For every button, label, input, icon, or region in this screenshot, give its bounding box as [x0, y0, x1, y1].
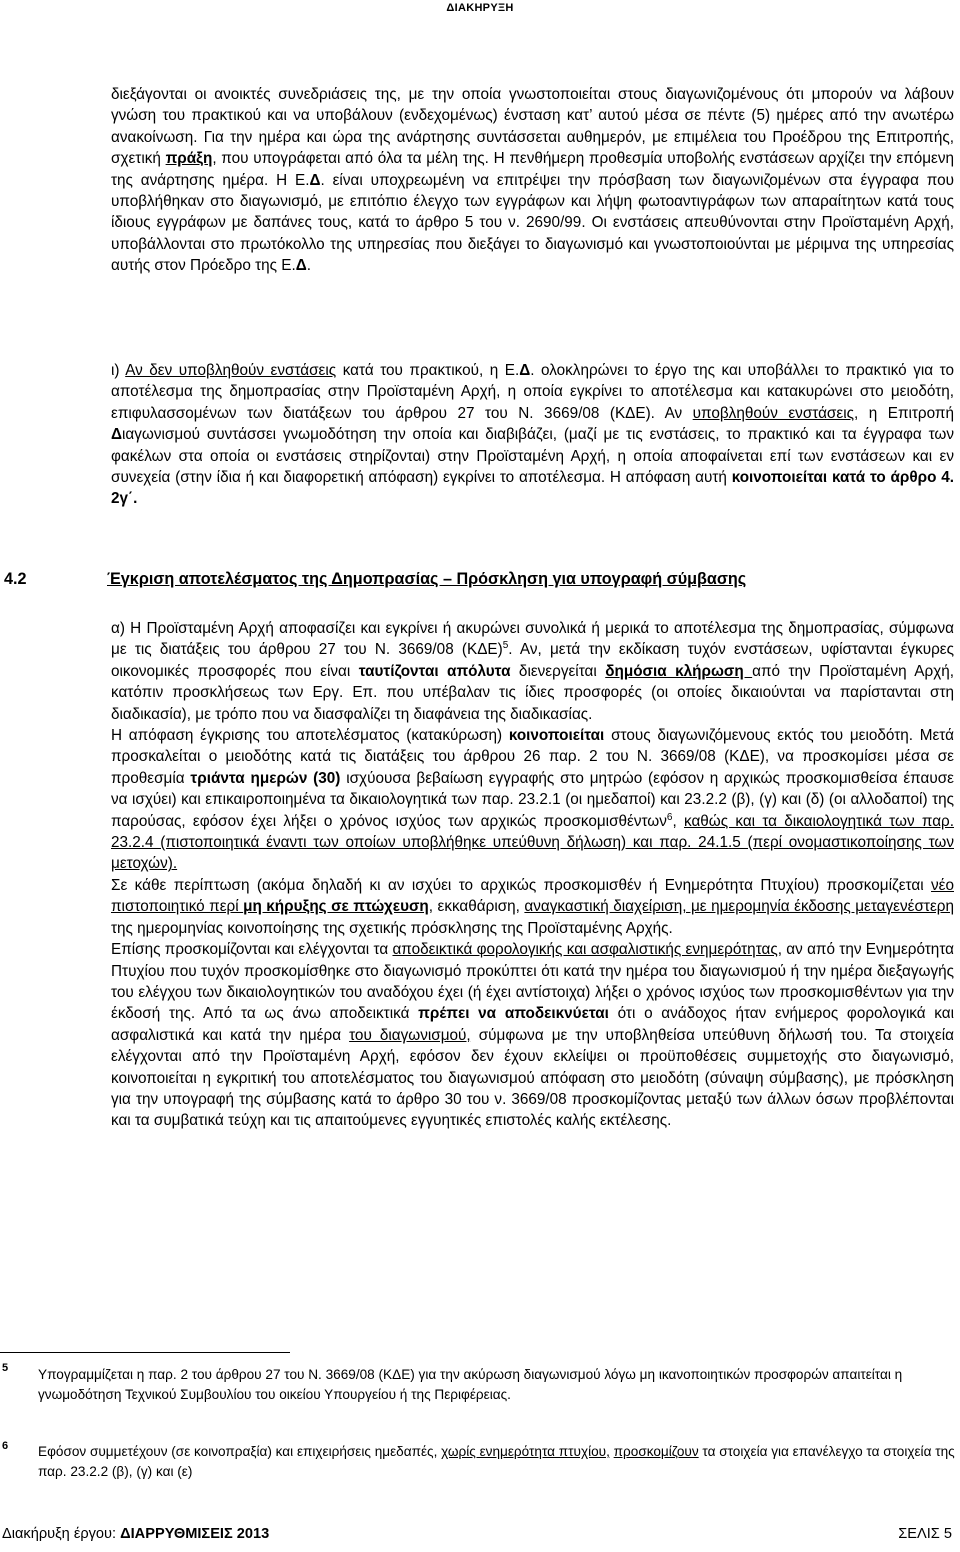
paragraph-no-objections: ι) Αν δεν υποβληθούν ενστάσεις κατά του πρακτικού, η Ε.Δ. ολοκληρώνει το έργο της και υποβάλλει το πρακτικό για το αποτέλεσμα της δημοπρασίας στην Προϊσταμένη Αρχή, η οποία εγκρίνει το αποτέλεσμα και κατακυρώνει στο μειοδότη, επιφυλασσομένων των διατάξεων του άρθρου 27 του Ν. 3669/08 (ΚΔΕ). Αν υποβληθούν ενστάσεις, η Επιτροπή Διαγωνισμού συντάσσει γνωμοδότηση την οποία και διαβιβάζει, (μαζί με τις ενστάσεις, το πρακτικό και τα έγγραφα των φακέλων στα οποία οι ενστάσεις στηρίζονται) στην Προϊσταμένη Αρχή, η οποία αποφαίνεται επί των ενστάσεων και εν συνεχεία (στην ίδια ή και διαφορετική απόφαση) εγκρίνει το αποτέλεσμα. Η απόφαση αυτή κοινοποιείται κατά το άρθρο 4. 2γ΄.: [111, 362, 954, 508]
section-number: 4.2: [4, 570, 27, 588]
paragraph-award-approval: [111, 618, 954, 1132]
subparagraph-bankruptcy-certificate: Σε κάθε περίπτωση (ακόμα δηλαδή κι αν ισχύει το αρχικώς προσκομισθέν ή Ενημερότητα Πτυχίου) προσκομίζεται νέο πιστοποιητικό περί μη κήρυξης σε πτώχευση, εκκαθάριση, αναγκαστική διαχείριση, με ημερομηνία έκδοσης μεταγενέστερη της ημερομηνίας κοινοποίησης της σχετικής πρόσκλησης της Προϊσταμένης Αρχής.: [111, 876, 954, 937]
footnote-5: Υπογραμμίζεται η παρ. 2 του άρθρου 27 του Ν. 3669/08 (ΚΔΕ) για την ακύρωση διαγωνισμού λόγω μη ικανοποιητικών προσφορών απαιτείται η γνωμοδότηση Τεχνικού Συμβουλίου του οικείου Υπουργείου ή της Περιφέρειας.: [38, 1367, 903, 1402]
document-header: ΔΙΑΚΗΡΥΞΗ: [446, 2, 514, 14]
footnote-separator: [0, 1352, 290, 1353]
footer-project: Διακήρυξη έργου: ΔΙΑΡΡΥΘΜΙΣΕΙΣ 2013: [2, 1526, 270, 1542]
section-heading: [0, 568, 960, 592]
page-number: ΣΕΛΙΣ 5: [898, 1526, 952, 1542]
subparagraph-notification: Η απόφαση έγκρισης του αποτελέσματος (κατακύρωση) κοινοποιείται στους διαγωνιζόμενους εκτός του μειοδότη. Μετά προσκαλείται ο μειοδότης κατά τις διατάξεις του άρθρου 26 παρ. 2 του Ν. 3669/08 (ΚΔΕ), να προσκομίσει μέσα σε προθεσμία τριάντα ημερών (30) ισχύουσα βεβαίωση εγγραφής στο μητρώο (εφόσον η αρχικώς προσκομισθείσα έπαυσε να ισχύει) και επικαιροποιημένα τα δικαιολογητικά των παρ. 23.2.1 (οι ημεδαποί) και 23.2.2 (β), (γ) και (δ) (οι αλλοδαποί) της παρούσας, εφόσον έχει λήξει ο χρόνος ισχύος των αρχικώς προσκομισθέντων$^6$, καθώς και τα δικαιολογητικά των παρ. 23.2.4 (πιστοποιητικά έναντι των οποίων υποβλήθηκε υπεύθυνη δήλωση) και παρ. 24.1.5 (περί ονομαστικοποίησης των μετοχών).: [111, 727, 954, 873]
section-title: Έγκριση αποτελέσματος της Δημοπρασίας – Πρόσκληση για υπογραφή σύμβασης: [107, 570, 747, 588]
paragraph-objections-procedure: διεξάγονται οι ανοικτές συνεδριάσεις της, με την οποία γνωστοποιείται στους διαγωνιζομένους ότι μπορούν να λάβουν γνώση του πρακτικού και να υποβάλουν (ενδεχομένως) ένσταση κατ’ αυτού μέσα σε πέντε (5) ημέρες από την ανωτέρω ανακοίνωση. Για την ημέρα και ώρα της ανάρτησης συντάσσεται αυθημερόν, με επιμέλεια του Προέδρου της Επιτροπής, σχετική πράξη, που υπογράφεται από όλα τα μέλη της. Η πενθήμερη προθεσμία υποβολής ενστάσεων αρχίζει την επόμενη της ανάρτησης ημέρα. Η Ε.Δ. είναι υποχρεωμένη να επιτρέψει την πρόσβαση των διαγωνιζομένων στα έγγραφα που υποβλήθηκαν στο διαγωνισμό, με επιτόπιο έλεγχο των εγγράφων και λήψη φωτοαντιγράφων των απαραίτητων κατά τους ίδιους εγγράφων με δαπάνες τους, κατά το άρθρο 5 του ν. 2690/99. Οι ενστάσεις απευθύνονται στην Προϊσταμένη Αρχή, υποβάλλονται στο πρωτόκολλο της υπηρεσίας που διεξάγει το διαγωνισμό και γνωστοποιούνται με μέριμνα της υπηρεσίας αυτής στον Πρόεδρο της Ε.Δ.: [111, 86, 954, 275]
footnote-ref-5[interactable]: 5: [502, 640, 509, 652]
subparagraph-tax-insurance: Επίσης προσκομίζονται και ελέγχονται τα αποδεικτικά φορολογικής και ασφαλιστικής ενημερότητας, αν από την Ενημερότητα Πτυχίου που τυχόν προσκομίσθηκε στο διαγωνισμό προκύπτει ότι κατά την ημέρα του διαγωνισμού ή την ημέρα διεξαγωγής του ελέγχου των δικαιολογητικών του αναδόχου έχει (ή έχει αντίστοιχα) λήξει ο χρόνος ισχύος των προσκομισθέντων για την έκδοσή της. Από τα ως άνω αποδεικτικά πρέπει να αποδεικνύεται ότι ο ανάδοχος ήταν ενήμερος φορολογικά και ασφαλιστικά και κατά την ημέρα του διαγωνισμού, σύμφωνα με την υποβληθείσα υπεύθυνη δήλωσή του. Τα στοιχεία ελέγχονται από την Προϊσταμένη Αρχή, εφόσον δεν έχουν εκλείψει οι προϋποθέσεις συμμετοχής στο διαγωνισμό, κοινοποιείται η εγκριτική του αποτελέσματος του διαγωνισμού απόφαση στο μειοδότη (σύναψη σύμβασης), με πρόσκληση για την υπογραφή της σύμβασης κατά το άρθρο 30 του ν. 3669/08 προσκομίζοντας μεταξύ των άλλων όσων προβλέπονται και τα συμβατικά τεύχη και τις απαιτούμενες εγγυητικές επιστολές καλής εκτέλεσης.: [111, 941, 954, 1130]
footnote-ref-6[interactable]: 6: [666, 811, 673, 823]
subparagraph-approval: α) Η Προϊσταμένη Αρχή αποφασίζει και εγκρίνει ή ακυρώνει συνολικά ή μερικά το αποτέλεσμα της δημοπρασίας, σύμφωνα με τις διατάξεις του άρθρου 27 του Ν. 3669/08 $(K\Delta E)^5$. Αν, μετά την εκδίκαση τυχόν ενστάσεων, υφίστανται έγκυρες οικονομικές προσφορές που είναι ταυτίζονται απόλυτα διενεργείται δημόσια κλήρωση από την Προϊσταμένη Αρχή, κατόπιν προσκλήσεως των Εργ. Επ. που υπέβαλαν τις ίδιες προσφορές (οι οποίες δικαιούνται να παρίστανται στη διαδικασία), με τρόπο που να διασφαλίζει τη διαφάνεια της διαδικασίας.: [111, 620, 954, 723]
footnote-6: Εφόσον συμμετέχουν (σε κοινοπραξία) και επιχειρήσεις ημεδαπές, χωρίς ενημερότητα πτυχίου, προσκομίζουν τα στοιχεία για επανέλεγχο τα στοιχεία της παρ. 23.2.2 (β), (γ) και (ε): [38, 1444, 955, 1479]
footnote-marker-6: 6: [2, 1440, 9, 1452]
footnote-marker-5: 5: [2, 1362, 9, 1374]
